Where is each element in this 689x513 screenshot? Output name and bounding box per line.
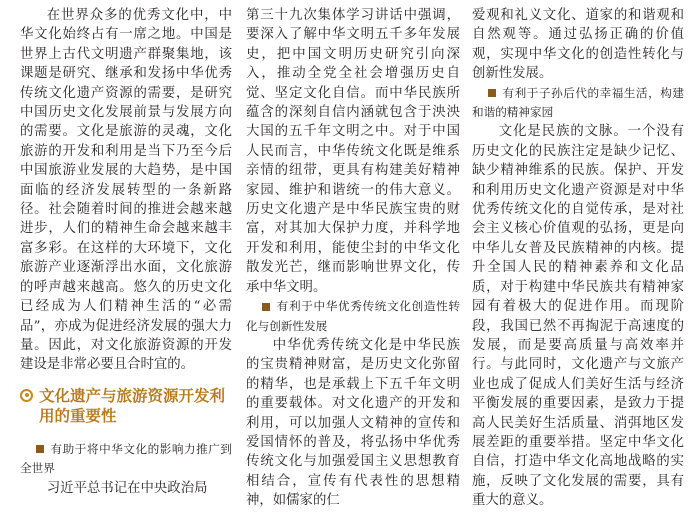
- circle-bullet-icon: [20, 389, 33, 402]
- column-left: [20, 6, 232, 498]
- paragraph-heritage: 中华优秀传统文化是中华民族的宝贵精神财富，是历史文化弥留的精华，也是承载上下五千年文明的重要载体。对文化遗产的开发和利用，可以加强人文精神的宣传和爱国情怀的普及，将弘扬中华优秀传统文化与加强爱国主义思想教育相结合，宣传有代表性的思想精神，如儒家的仁: [246, 337, 460, 509]
- subheading-text: 有利于中华优秀传统文化创造性转化与创新性发展: [246, 299, 460, 333]
- subheading-text: 有利于子孙后代的幸福生活，构建和谐的精神家园: [472, 85, 684, 120]
- paragraph-cultural-lineage: 文化是民族的文脉。一个没有历史文化的民族注定是缺少记忆、缺少精神维系的民族。保护、开发和利用历史文化遗产资源是对中华优秀传统文化的自觉传承，是对社会主义核心价值观的弘扬，更是向中华儿女普及民族精神的内核。提升全国人民的精神素养和文化品质，对于构建中华民族共有精神家园有着极大的促进作用。而现阶段，我国已然不再掏泥于高速度的发展，而是要高质量与高效率并行。与此同时，文化遗产与文旅产业也成了促成人们美好生活与经济平衡发展的重要因素，是致力于提高人民美好生活质量、消弭地区发展差距的重要举措。坚定中华文化自信，打造中华文化高地战略的实施，反映了文化发展的需要，具有重大的意义。: [472, 124, 684, 509]
- section-title: 文化遗产与旅游资源开发利用的重要性: [39, 386, 226, 425]
- square-bullet-icon: [36, 445, 44, 453]
- column-middle: [246, 6, 460, 511]
- subheading-innovation: [246, 297, 460, 336]
- paragraph-intro: 在世界众多的优秀文化中，中华文化始终占有一席之地。中国是世界上古代文明遗产群聚集地，该课题是研究、继承和发扬中华优秀传统文化遗产资源的需要，是研究中国历史文化发展前景与发展方向的需要。文化是旅游的灵魂，文化旅游的开发和利用是当下乃至今后中国旅游业发展的大趋势，是中国面临的经济发展转型的一条新路径。社会随着时间的推进会越来越进步，人们的精神生命会越来越丰富多彩。在这样的大环境下，文化旅游产业逐渐浮出水面，文化旅游的呼声越来越高。悠久的历史文化已经成为人们精神生活的“必需品”，亦成为促进经济发展的强大力量。因此，对文化旅游资源的开发建设是非常必要且合时宜的。: [20, 8, 232, 373]
- square-bullet-icon: [262, 303, 270, 311]
- column-right: [472, 6, 684, 511]
- subheading-text: 有助于将中华文化的影响力推广到全世界: [20, 441, 232, 476]
- paragraph-speech-start: 习近平总书记在中央政治局: [46, 480, 208, 496]
- paragraph-heritage-continued: 爱观和礼义文化、道家的和谐观和自然观等。通过弘扬正确的价值观，实现中华文化的创造性转化与创新性发展。: [472, 8, 684, 82]
- paragraph-speech-continued: 第三十九次集体学习讲话中强调，要深入了解中华文明五千多年发展史，把中国文明历史研究引向深入，推动全党全社会增强历史自觉、坚定文化自信。而中华民族所蕴含的深刻自信内涵就包含于泱泱大国的五千年文明之中。对于中国人民而言，中华传统文化既是维系亲情的纽带，更具有构建美好精神家园、维护和谐统一的伟大意义。历史文化遗产是中华民族宝贵的财富，对其加大保护力度，并科学地开发和利用，能使尘封的中华文化散发光芒，继而影响世界文化，传承中华文明。: [246, 8, 460, 295]
- section-heading: [20, 386, 232, 426]
- square-bullet-icon: [488, 89, 496, 97]
- subheading-spiritual-home: [472, 84, 684, 123]
- subheading-influence: [20, 440, 232, 479]
